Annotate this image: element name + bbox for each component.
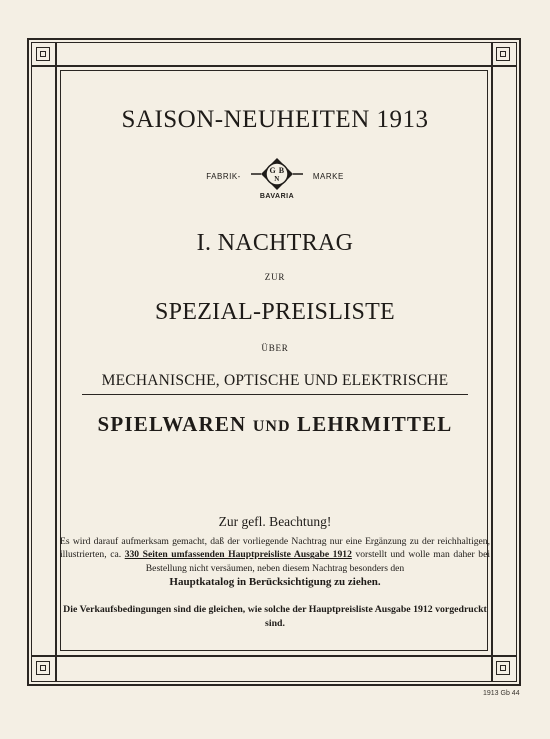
trademark-label-right: MARKE [312, 172, 344, 181]
corner-ornament-bl [36, 661, 50, 675]
category-line: MECHANISCHE, OPTISCHE UND ELEKTRISCHE [101, 372, 449, 389]
price-list-heading: SPEZIAL-PREISLISTE [154, 299, 396, 325]
page-reference: 1913 Gb 44 [483, 690, 520, 697]
connector-zur: ZUR [264, 272, 286, 282]
corner-ornament-tr [496, 47, 510, 61]
content-panel [60, 70, 490, 658]
svg-text:N: N [274, 175, 280, 183]
product-heading-a: SPIELWAREN [97, 412, 247, 436]
top-rail [31, 65, 517, 67]
supplement-heading: I. NACHTRAG [196, 230, 354, 256]
left-rail [55, 42, 57, 682]
notice-text-1: Es wird darauf aufmerksam gemacht, daß der vorliegende Nachtrag nur eine Ergänzung zu der reichhaltigen, illustrierten, ca. [60, 536, 490, 561]
category-underline [82, 394, 468, 395]
trademark-row [60, 156, 490, 200]
right-rail [491, 42, 493, 682]
notice-heading: Zur gefl. Beachtung! [218, 514, 332, 529]
notice-underlined: 330 Seiten umfassenden Hauptpreisliste Ausgabe 1912 [124, 549, 352, 561]
connector-ueber: ÜBER [261, 343, 289, 353]
product-heading [60, 412, 490, 437]
product-heading-b: LEHRMITTEL [296, 412, 453, 436]
corner-ornament-tl [36, 47, 50, 61]
notice-bold: Hauptkatalog in Berücksichtigung zu ziehen. [169, 576, 381, 589]
gbn-bavaria-logo [249, 156, 305, 200]
notice-text-2: vorstellt und wolle man daher bei Bestellung nicht versäumen, neben diesem Nachtrag besonders den [145, 549, 490, 574]
notice-body [60, 535, 490, 590]
trademark-label-left: FABRIK- [206, 172, 241, 181]
svg-text:G B: G B [269, 166, 285, 175]
terms-note: Die Verkaufsbedingungen sind die gleichen, wie solche der Hauptpreisliste Ausgabe 1912 vorgedruckt sind. [63, 604, 487, 629]
logo-subtext: BAVARIA [259, 193, 295, 200]
product-heading-und: UND [252, 418, 291, 435]
page-title: SAISON-NEUHEITEN 1913 [121, 106, 429, 133]
corner-ornament-br [496, 661, 510, 675]
